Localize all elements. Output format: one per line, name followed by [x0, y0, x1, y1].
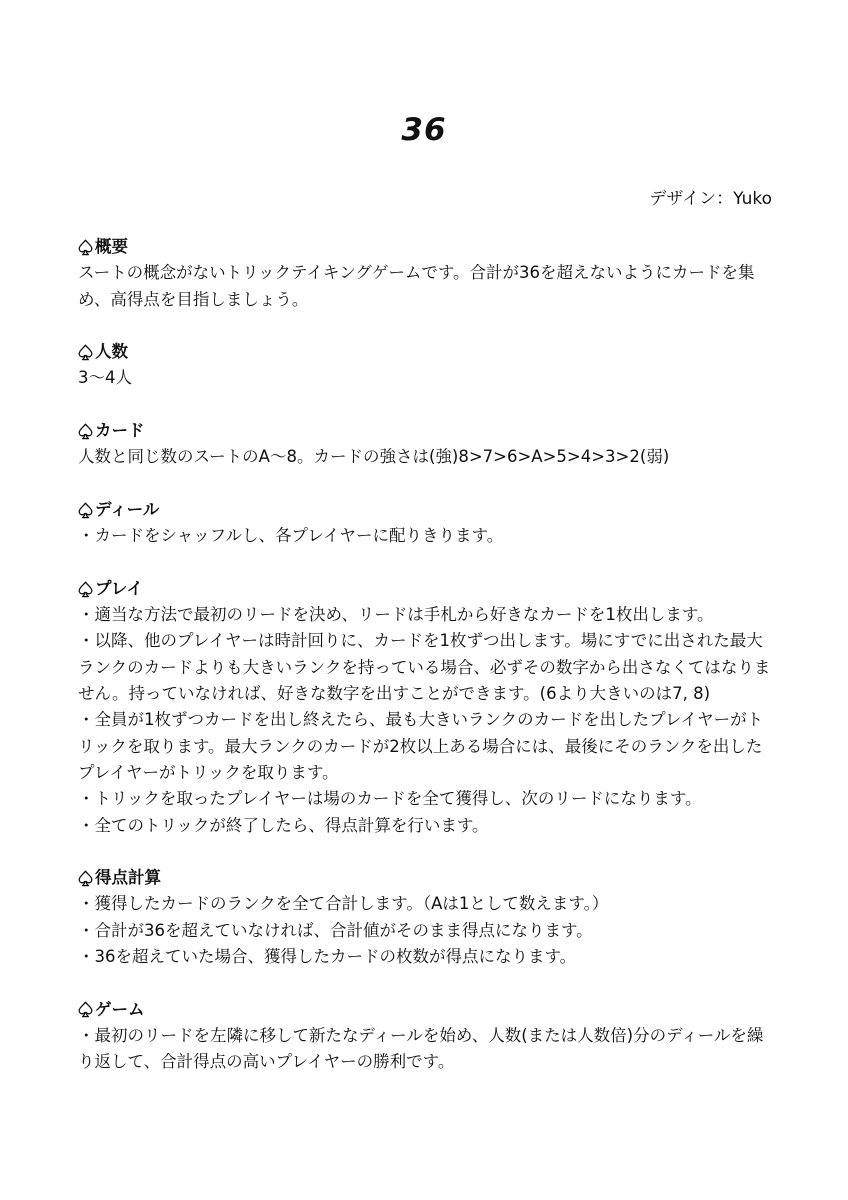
spade-outline-icon — [78, 870, 93, 887]
section-deal — [78, 497, 778, 550]
section-scoring — [78, 865, 778, 970]
designer-credit: デザイン：Yuko — [649, 189, 772, 209]
section-heading-label: ゲーム — [95, 999, 145, 1019]
section-text: スートの概念がないトリックテイキングゲームです。合計が36を超えないようにカードを集め、高得点を目指しましょう。 — [78, 263, 755, 309]
spade-outline-icon — [78, 423, 93, 440]
spade-outline-icon — [78, 239, 93, 256]
section-heading — [78, 234, 778, 260]
section-play — [78, 576, 778, 839]
section-text: ・36を超えていた場合、獲得したカードの枚数が得点になります。 — [78, 947, 577, 967]
section-text: ・トリックを取ったプレイヤーは場のカードを全て獲得し、次のリードになります。 — [78, 789, 702, 809]
section-overview — [78, 234, 778, 313]
rules-content — [78, 234, 778, 1102]
section-heading-label: 得点計算 — [95, 868, 161, 888]
section-cards — [78, 418, 778, 471]
spade-outline-icon — [78, 344, 93, 361]
section-text: ・全員が1枚ずつカードを出し終えたら、最も大きいランクのカードを出したプレイヤーがトリックを取ります。最大ランクのカードが2枚以上ある場合には、最後にそのランクを出したプレイヤーがトリックを取ります。 — [78, 710, 764, 782]
section-text: 人数と同じ数のスートのA～8。カードの強さは(強)8>7>6>A>5>4>3>2(弱) — [78, 447, 670, 467]
spade-outline-icon — [78, 581, 93, 598]
spade-outline-icon — [78, 1001, 93, 1018]
section-heading-label: 概要 — [95, 237, 128, 256]
section-text: 3～4人 — [78, 368, 132, 388]
section-heading-label: カード — [95, 421, 145, 441]
section-heading — [78, 418, 778, 444]
section-heading — [78, 497, 778, 523]
section-heading — [78, 576, 778, 602]
section-heading — [78, 997, 778, 1023]
page-title: 36 — [401, 112, 447, 148]
section-text: ・カードをシャッフルし、各プレイヤーに配りきります。 — [78, 526, 504, 546]
section-heading-label: プレイ — [95, 578, 144, 598]
section-game — [78, 997, 778, 1076]
section-players — [78, 339, 778, 392]
section-text: ・全てのトリックが終了したら、得点計算を行います。 — [78, 815, 489, 835]
section-text: ・獲得したカードのランクを全て合計します。（Aは1として数えます。） — [78, 894, 609, 914]
section-heading — [78, 865, 778, 891]
spade-outline-icon — [78, 502, 93, 519]
section-heading-label: ディール — [95, 499, 160, 519]
section-text: ・最初のリードを左隣に移して新たなディールを始め、人数(または人数倍)分のディールを繰り返して、合計得点の高いプレイヤーの勝利です。 — [78, 1025, 764, 1072]
section-heading — [78, 339, 778, 365]
section-text: ・以降、他のプレイヤーは時計回りに、カードを1枚ずつ出します。場にすでに出された最大ランクのカードよりも大きいランクを持っている場合、必ずその数字から出さなくてはなりません。持っていなければ、好きな数字を出すことができます。(6より大きいのは7, 8) — [78, 631, 771, 704]
section-heading-label: 人数 — [95, 342, 128, 362]
section-text: ・合計が36を超えていなければ、合計値がそのまま得点になります。 — [78, 920, 593, 940]
section-text: ・適当な方法で最初のリードを決め、リードは手札から好きなカードを1枚出します。 — [78, 605, 714, 625]
